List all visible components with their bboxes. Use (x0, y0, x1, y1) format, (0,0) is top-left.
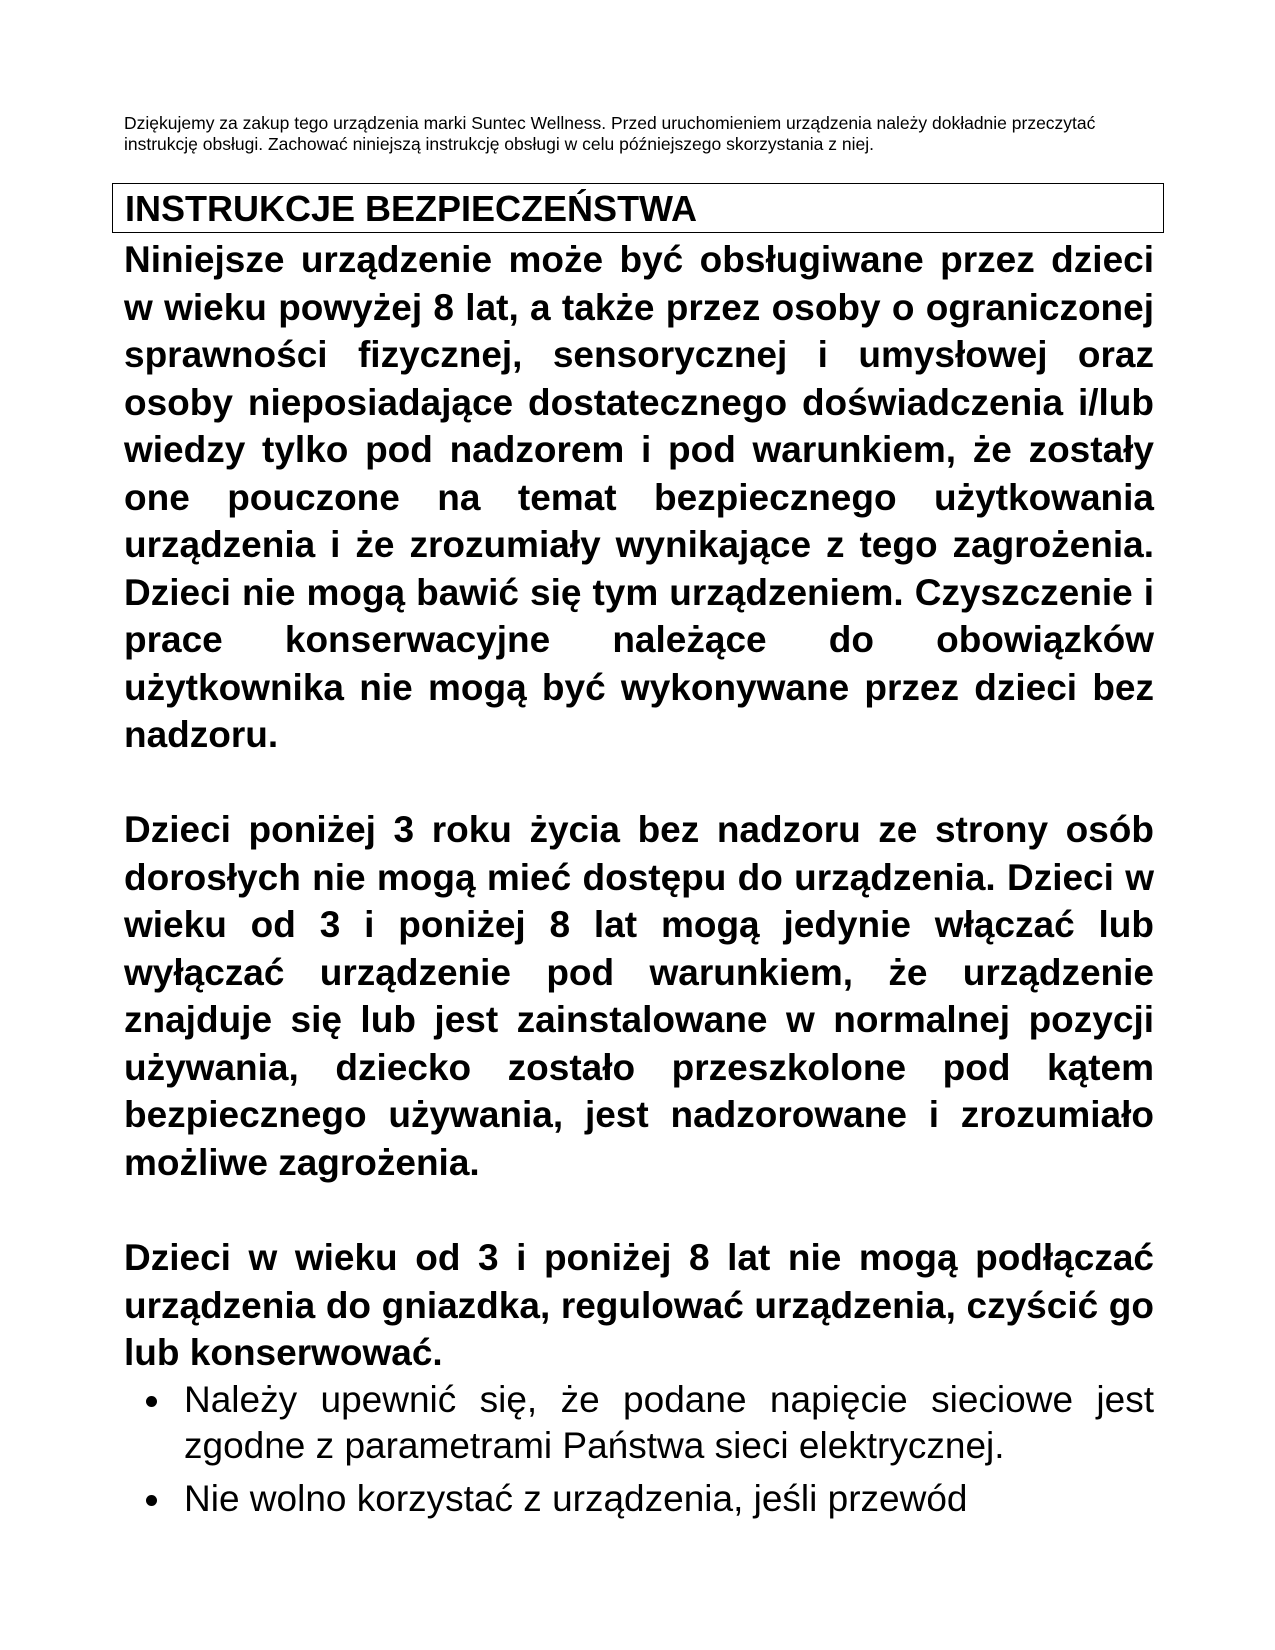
list-item (124, 1377, 1154, 1469)
safety-paragraph-2: Dzieci poniżej 3 roku życia bez nadzoru ze strony osób dorosłych nie mogą mieć dostępu do urządzenia. Dzieci w wieku od 3 i poniżej 8 lat mogą jedynie włączać lub wyłączać urządzenie pod warunkiem, że urządzenie znajduje się lub jest zainstalowane w normalnej pozycji używania, dziecko zostało przeszkolone pod kątem bezpiecznego używania, jest nadzorowane i zrozumiało możliwe zagrożenia. (124, 809, 1154, 1183)
intro-text: Dziękujemy za zakup tego urządzenia marki Suntec Wellness. Przed uruchomieniem urządzenia należy dokładnie przeczytać instrukcję obsługi. Zachować niniejszą instrukcję obsługi w celu późniejszego skorzystania z niej. (124, 113, 1096, 154)
safety-paragraph-3: Dzieci w wieku od 3 i poniżej 8 lat nie mogą podłączać urządzenia do gniazdka, regulować urządzenia, czyścić go lub konserwować. (124, 1237, 1154, 1373)
bullet-icon (146, 1396, 157, 1407)
bullet-text: Nie wolno korzystać z urządzenia, jeśli przewód (184, 1478, 968, 1519)
bullet-text: Należy upewnić się, że podane napięcie sieciowe jest zgodne z parametrami Państwa sieci elektrycznej. (184, 1379, 1154, 1466)
safety-paragraph-1: Niniejsze urządzenie może być obsługiwane przez dzieci w wieku powyżej 8 lat, a także przez osoby o ograniczonej sprawności fizycznej, sensorycznej i umysłowej oraz osoby nieposiadające dostatecznego doświadczenia i/lub wiedzy tylko pod nadzorem i pod warunkiem, że zostały one pouczone na temat bezpiecznego użytkowania urządzenia i że zrozumiały wynikające z tego zagrożenia. Dzieci nie mogą bawić się tym urządzeniem. Czyszczenie i prace konserwacyjne należące do obowiązków użytkownika nie mogą być wykonywane przez dzieci bez nadzoru. (124, 239, 1154, 755)
heading-box (112, 183, 1164, 233)
bullet-icon (146, 1495, 157, 1506)
list-item (124, 1476, 1154, 1522)
section-heading: INSTRUKCJE BEZPIECZEŃSTWA (125, 188, 698, 229)
safety-bullet-list (124, 1377, 1154, 1529)
